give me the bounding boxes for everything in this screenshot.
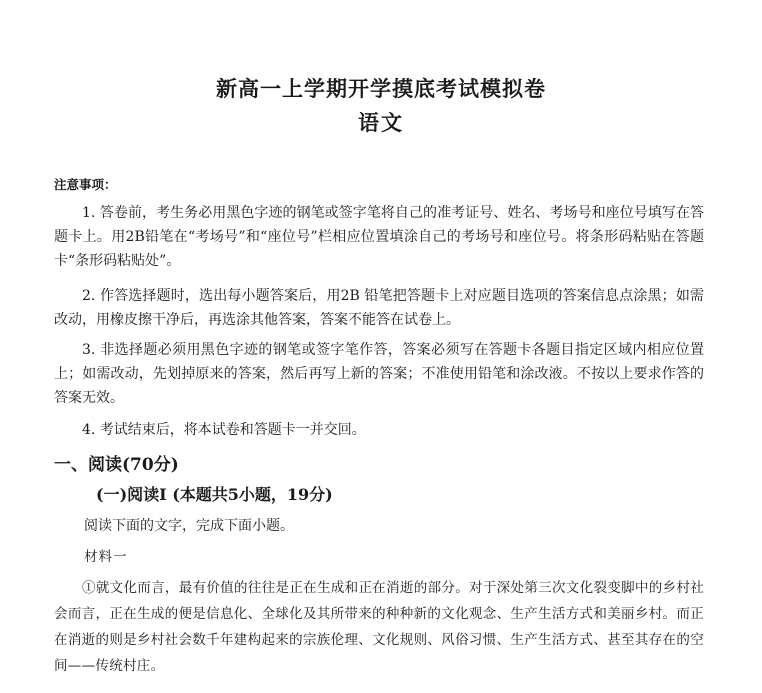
notice-item-4: 4. 考试结束后，将本试卷和答题卡一并交回。	[82, 422, 366, 438]
reading-instruction: 阅读下面的文字，完成下面小题。	[84, 518, 294, 534]
notice-heading: 注意事项：	[54, 177, 117, 192]
notice-item-2: 2. 作答选择题时，选出每小题答案后，用2B 铅笔把答题卡上对应题目选项的答案信息点涂黑；如需改动，用橡皮擦干净后，再选涂其他答案，答案不能答在试卷上。	[54, 288, 704, 328]
subsection-heading: (一)阅读I (本题共5小题，19分)	[96, 485, 333, 504]
page-title: 新高一上学期开学摸底考试模拟卷	[216, 77, 546, 101]
subject-title: 语文	[358, 111, 404, 135]
material-paragraph: ①就文化而言，最有价值的往往是正在生成和正在消逝的部分。对于深处第三次文化裂变脚中的乡村社会而言，正在生成的便是信息化、全球化及其所带来的种种新的文化观念、生产生活方式和美丽乡村。而正在消逝的则是乡村社会数千年建构起来的宗族伦理、文化规则、风俗习惯、生产生活方式、甚至其存在的空间——传统村庄。	[54, 580, 704, 674]
notice-item-1: 1. 答卷前，考生务必用黑色字迹的钢笔或签字笔将自己的准考证号、姓名、考场号和座位号填写在答题卡上。用2B铅笔在“考场号”和“座位号”栏相应位置填涂自己的考场号和座位号。将条形码粘贴在答题卡“条形码粘贴处”。	[54, 205, 704, 269]
section-heading: 一、阅读(70分)	[54, 455, 179, 475]
notice-item-3: 3. 非选择题必须用黑色字迹的钢笔或签字笔作答，答案必须写在答题卡各题目指定区域内相应位置上；如需改动，先划掉原来的答案，然后再写上新的答案；不准使用铅笔和涂改液。不按以上要求作答的答案无效。	[54, 342, 704, 406]
material-label: 材料一	[84, 549, 128, 565]
